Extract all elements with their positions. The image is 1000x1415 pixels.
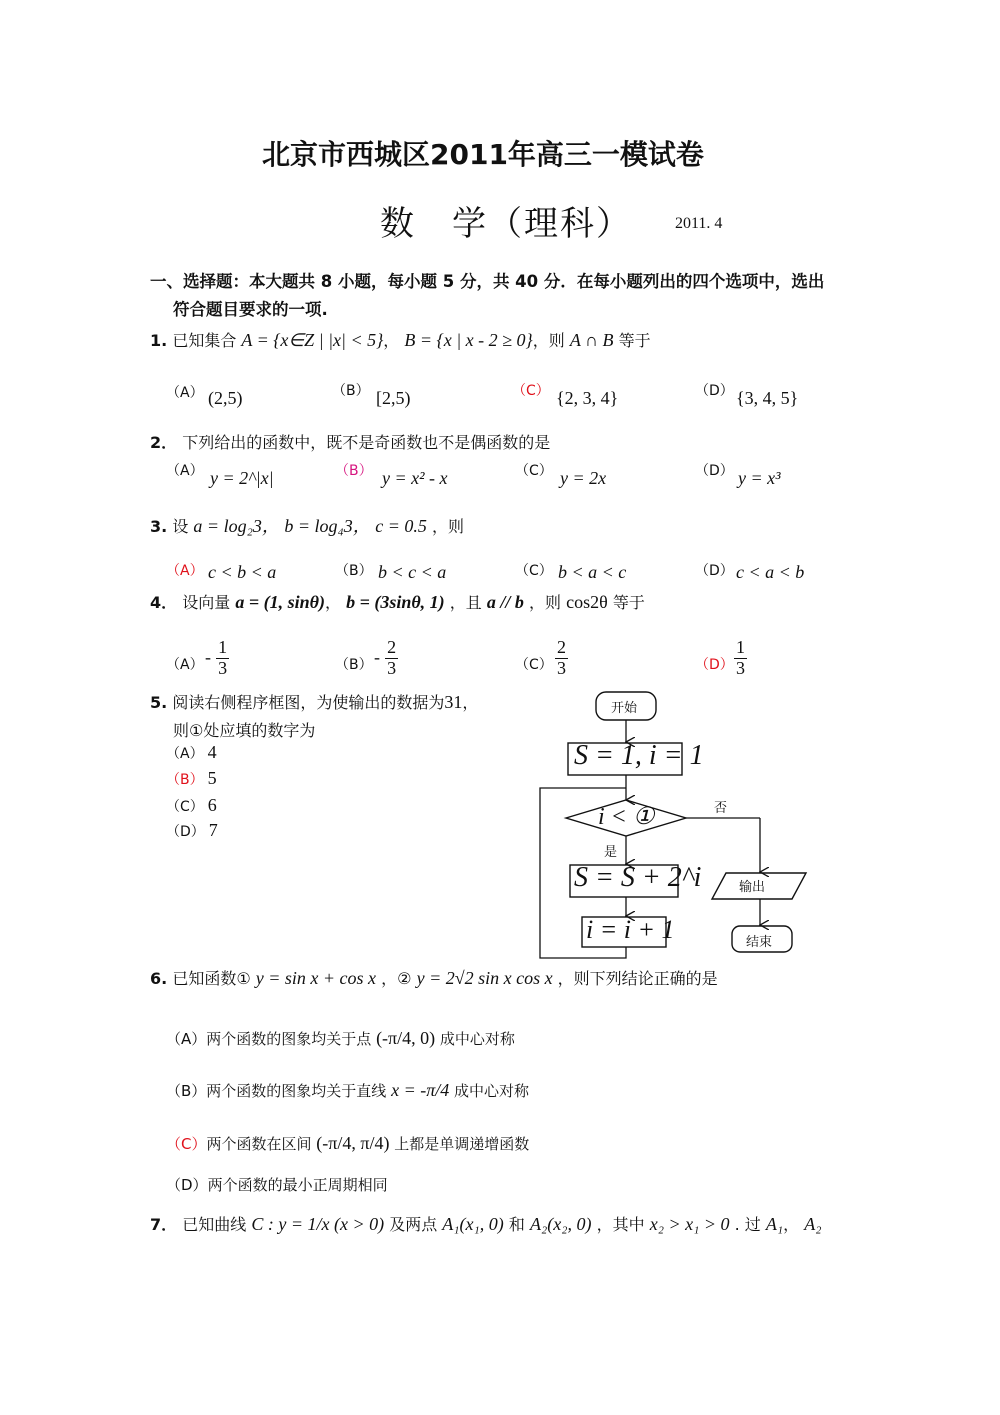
flow-output-label: 输出 [739, 880, 766, 895]
question-text: 下列给出的函数中，既不是奇函数也不是偶函数的是 [182, 433, 551, 452]
question-6 [150, 966, 718, 989]
flow-increment-label: i = i + 1 [586, 915, 675, 944]
order-condition: x₂ > x₁ > 0 [649, 1214, 730, 1234]
q6-option-d[interactable] [166, 1174, 388, 1195]
question-text: 及两点 [389, 1215, 438, 1234]
q6-option-b[interactable] [166, 1080, 529, 1101]
option-label: （A） [166, 385, 204, 401]
question-text: ，且 [449, 593, 482, 612]
vector-b: b = (3sinθ, 1) [346, 592, 445, 612]
q3-option-a-value: c < b < a [208, 562, 277, 582]
exam-subtitle: 数 学（理科） [380, 204, 632, 244]
flow-update-label: S = S + 2^i [574, 862, 702, 893]
q3-option-a[interactable]: （A） [166, 563, 204, 579]
question-text: ，则下列结论正确的是 [557, 969, 718, 988]
question-text: ， [462, 693, 479, 712]
q2-option-a[interactable]: （A） [166, 463, 204, 479]
numerator: 2 [557, 637, 566, 657]
option-math: (-π/4, 0) [376, 1028, 436, 1048]
option-text: 两个函数的最小正周期相同 [207, 1176, 388, 1194]
question-7 [150, 1212, 822, 1235]
question-number: 3. [150, 517, 168, 536]
q2-option-a-value: y = 2^|x| [210, 468, 274, 488]
option-math: x = -π/4 [391, 1080, 450, 1100]
numerator: 1 [736, 637, 745, 657]
question-text: 设向量 [182, 593, 231, 612]
numerator: 1 [218, 637, 228, 657]
numerator: 2 [387, 637, 397, 657]
denominator: 3 [736, 657, 745, 678]
question-text: 等于 [618, 331, 651, 350]
denominator: 3 [557, 657, 566, 678]
option-value: 5 [207, 768, 217, 788]
exam-date: 2011. 4 [675, 215, 723, 232]
q3-option-d-value: c < a < b [736, 562, 805, 582]
separator: ， [783, 1215, 800, 1234]
q3-option-d[interactable]: （D） [695, 563, 734, 579]
option-text: 两个函数的图象均关于直线 [206, 1082, 387, 1100]
set-a: A = {x∈Z | |x| < 5} [241, 330, 384, 350]
option-label: （D） [695, 383, 734, 399]
option-text: 上都是单调递增函数 [394, 1135, 530, 1153]
question-text: 已知曲线 [182, 1215, 247, 1234]
question-number: 6. [150, 969, 168, 988]
separator: ， [324, 593, 341, 612]
q2-option-c-value: y = 2x [560, 468, 607, 488]
cos-expr: cos2θ [566, 592, 608, 612]
question-number: 7． [150, 1215, 178, 1234]
output-value: 31 [444, 692, 463, 712]
q1-option-b-value: [2,5) [376, 388, 411, 408]
q4-option-a[interactable]: （A） [166, 657, 204, 673]
exam-title: 北京市西城区2011年高三一模试卷 [262, 138, 704, 171]
option-label: （D） [166, 824, 205, 840]
intersection-expr: A ∩ B [569, 330, 614, 350]
set-b: B = {x | x - 2 ≥ 0} [404, 330, 533, 350]
flow-start-label: 开始 [611, 701, 638, 716]
point-label: A₂ [804, 1214, 822, 1234]
q3-option-c[interactable]: （C） [515, 563, 553, 579]
question-text: ，则 [431, 517, 464, 536]
option-label: （C） [512, 383, 550, 399]
question-text: ，其中 [596, 1215, 645, 1234]
q2-option-b[interactable]: （B） [335, 463, 373, 479]
function-1: y = sin x + cos x [255, 968, 377, 988]
flow-end-label: 结束 [746, 935, 773, 950]
question-number: 5. [150, 693, 168, 712]
flow-yes-label: 是 [604, 845, 618, 860]
option-label: （C） [166, 1135, 207, 1153]
question-text: 设 [172, 517, 189, 536]
option-value: 4 [207, 742, 217, 762]
q2-option-d[interactable]: （D） [695, 463, 734, 479]
q6-option-a[interactable] [166, 1028, 515, 1049]
q3-option-b[interactable]: （B） [335, 563, 373, 579]
question-text: 已知函数① [172, 969, 251, 988]
q2-option-b-value: y = x² - x [382, 468, 448, 488]
option-text: 两个函数在区间 [206, 1135, 312, 1153]
option-label: （C） [166, 799, 204, 815]
question-text: ，② [381, 969, 412, 988]
question-text: ，则 [528, 593, 561, 612]
q3-option-b-value: b < c < a [378, 562, 447, 582]
option-text: 两个函数的图象均关于点 [206, 1030, 372, 1048]
section-heading-line2: 符合题目要求的一项. [173, 300, 328, 319]
question-text: . 过 [734, 1215, 761, 1234]
q2-option-d-value: y = x³ [738, 468, 781, 488]
vector-a: a = (1, sinθ) [235, 592, 325, 612]
section-heading-line1: 一、选择题：本大题共 8 小题，每小题 5 分，共 40 分．在每小题列出的四个选项中，选出 [150, 272, 825, 291]
sign: - [205, 646, 211, 667]
denominator: 3 [218, 657, 228, 678]
q3-option-c-value: b < a < c [558, 562, 627, 582]
flow-init-label: S = 1, i = 1 [574, 740, 704, 771]
option-label: （D） [166, 1176, 208, 1194]
curve-expr: C : y = 1/x (x > 0) [251, 1214, 385, 1234]
sign: - [374, 646, 380, 667]
option-label: （A） [166, 1030, 207, 1048]
point-label: A₁ [765, 1214, 784, 1234]
function-2: y = 2√2 sin x cos x [416, 968, 553, 988]
option-label: （B） [166, 1082, 207, 1100]
question-text: 已知集合 [172, 331, 237, 350]
log-expressions: a = log₂3， b = log₄3， c = 0.5 [193, 516, 427, 536]
option-text: 成中心对称 [439, 1030, 515, 1048]
q6-option-c[interactable] [166, 1133, 529, 1154]
question-number: 2． [150, 433, 178, 452]
parallel-condition: a // b [486, 592, 524, 612]
q2-option-c[interactable]: （C） [515, 463, 553, 479]
flow-condition-label: i < ① [598, 804, 655, 830]
q1-option-c-value: {2, 3, 4} [556, 388, 619, 408]
option-value: 6 [207, 795, 217, 815]
question-text: 等于 [612, 593, 645, 612]
option-math: (-π/4, π/4) [316, 1133, 390, 1153]
q4-option-c[interactable]: （C） [515, 657, 553, 673]
option-text: 成中心对称 [454, 1082, 530, 1100]
point-a1: A₁(x₁, 0) [442, 1214, 504, 1234]
q1-option-a-value: (2,5) [208, 388, 243, 408]
q4-option-b[interactable]: （B） [335, 657, 373, 673]
option-value: 7 [208, 820, 218, 840]
question-5-line2: 则①处应填的数字为 [173, 721, 316, 740]
q1-option-d-value: {3, 4, 5} [736, 388, 799, 408]
flow-no-label: 否 [714, 801, 728, 816]
denominator: 3 [387, 657, 397, 678]
option-label: （B） [332, 383, 370, 399]
question-number: 1. [150, 331, 168, 350]
separator: ， [383, 331, 400, 350]
point-a2: A₂(x₂, 0) [530, 1214, 592, 1234]
option-label: （A） [166, 746, 204, 762]
question-text: ，则 [532, 331, 565, 350]
q4-option-d[interactable]: （D） [695, 657, 734, 673]
question-number: 4． [150, 593, 178, 612]
question-text: 和 [508, 1215, 525, 1234]
option-label: （B） [166, 772, 204, 788]
question-text: 阅读右侧程序框图，为使输出的数据为 [172, 693, 445, 712]
